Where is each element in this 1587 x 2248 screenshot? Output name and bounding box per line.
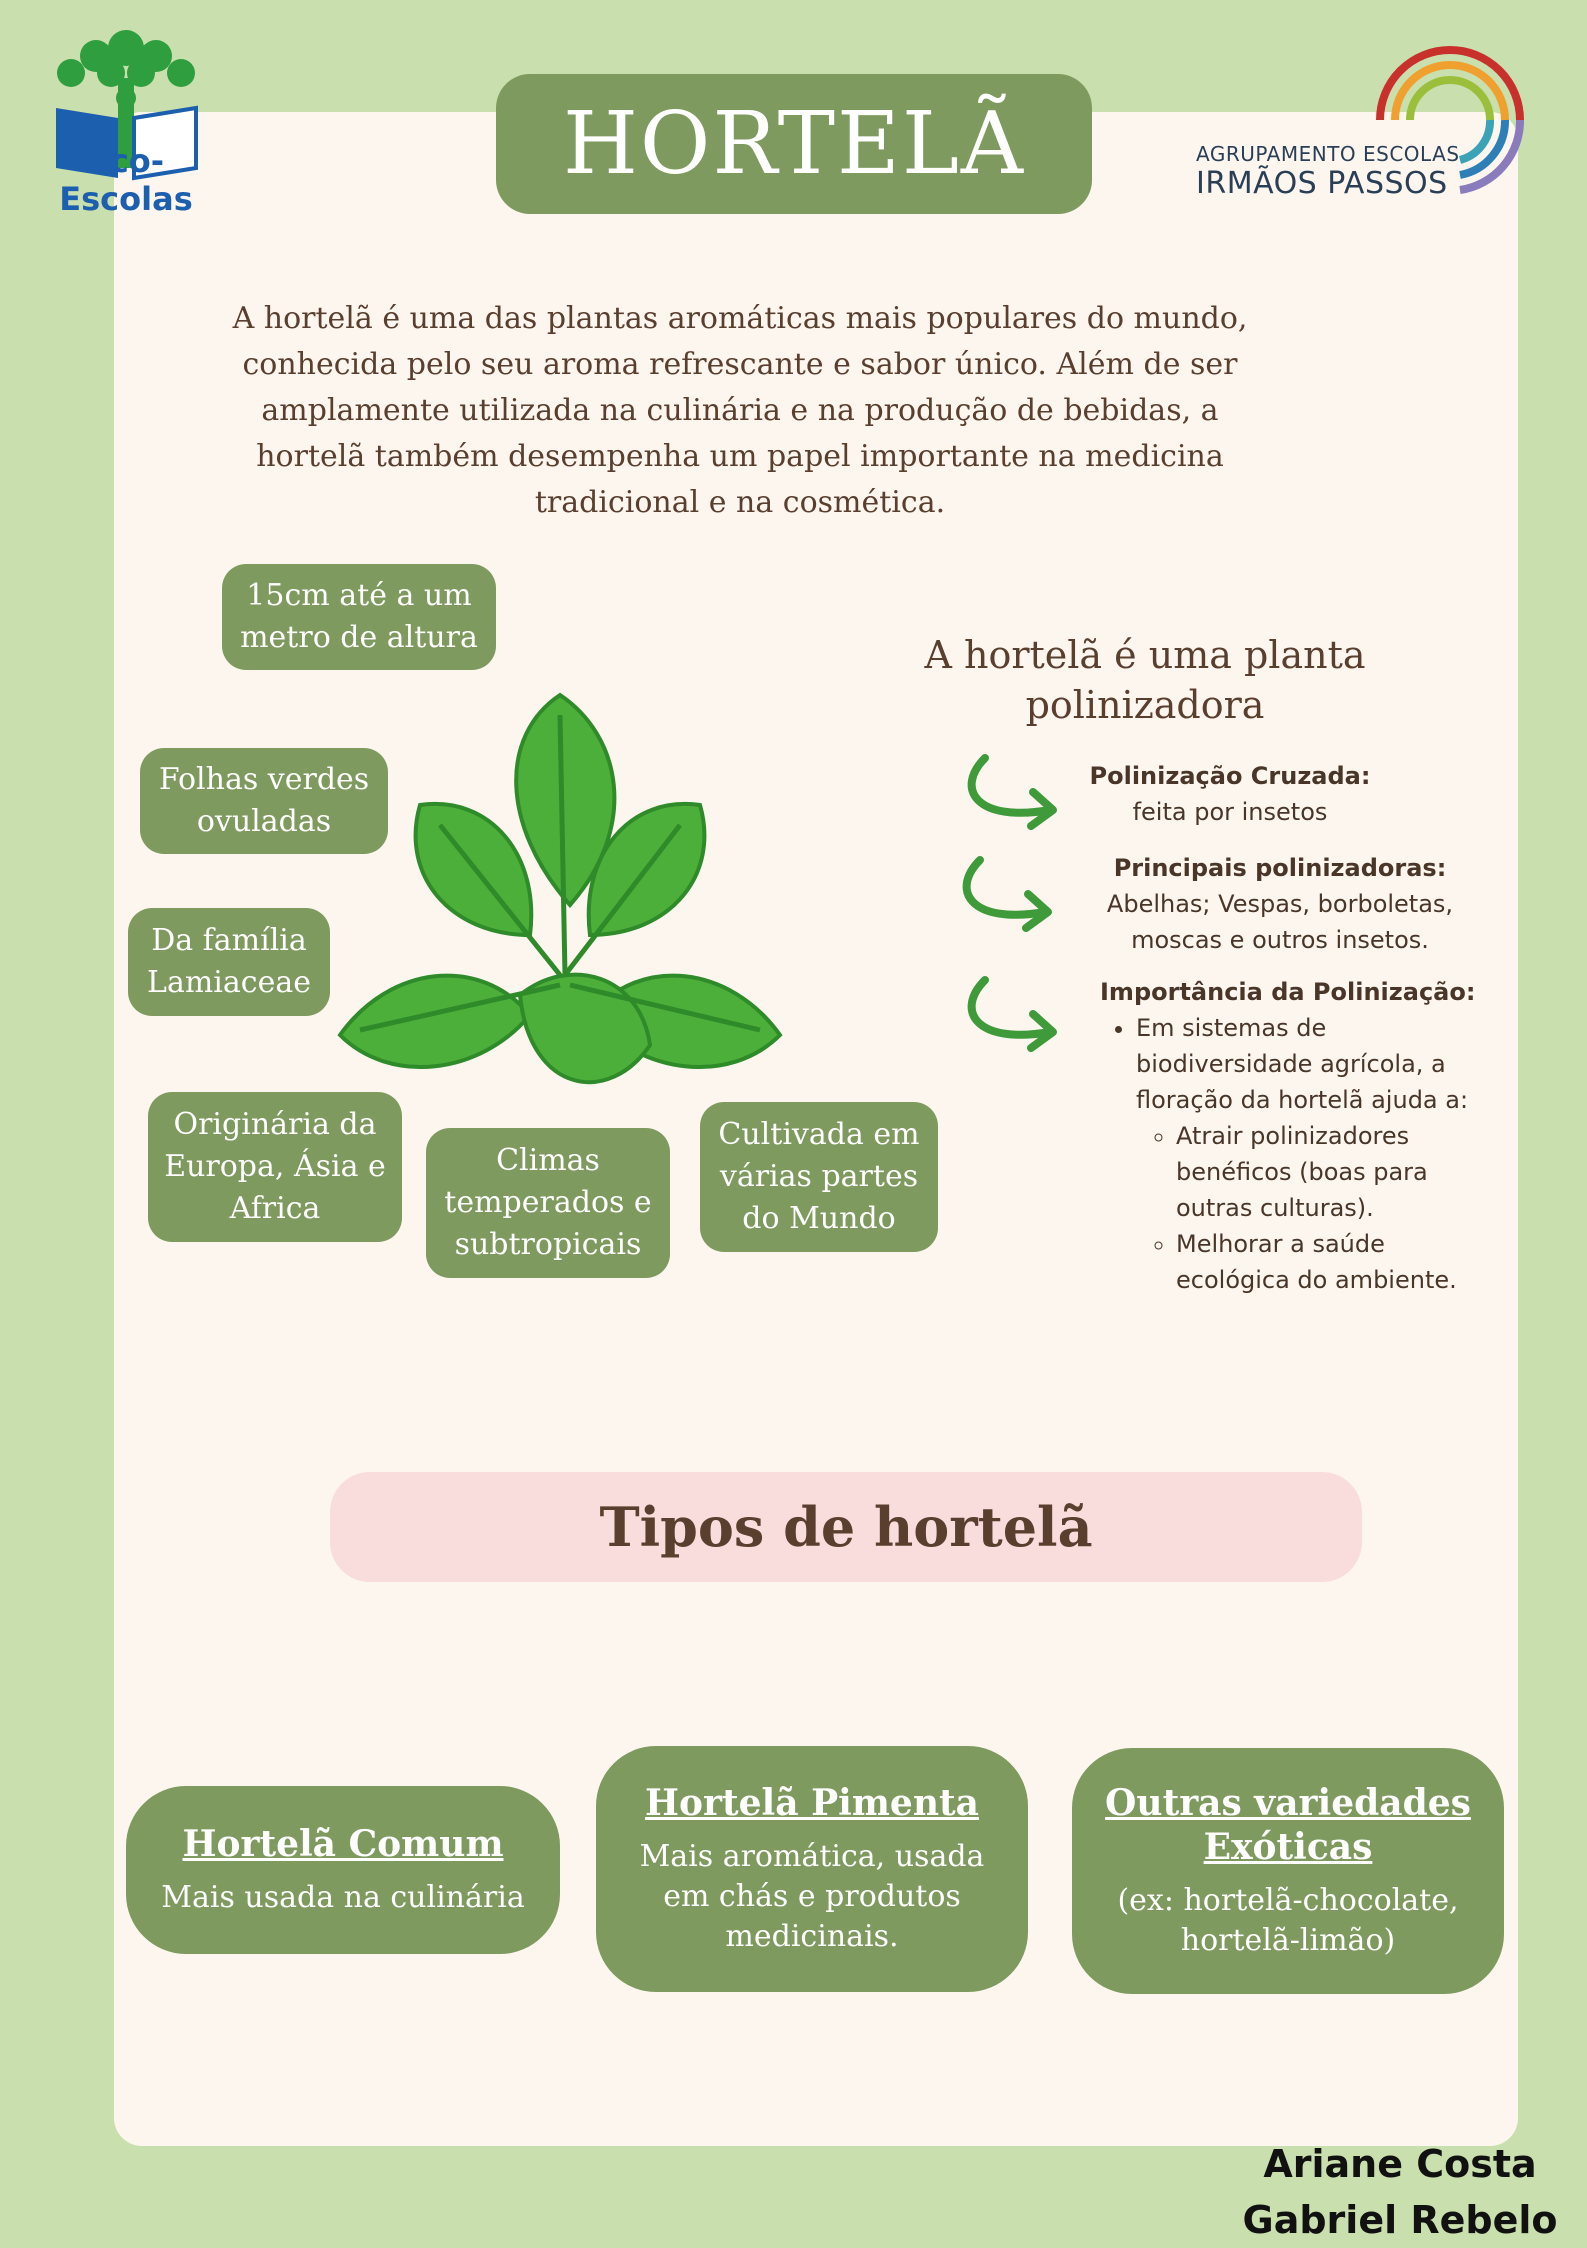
pollination-importance <box>1100 974 1500 1298</box>
fact-family: Da família Lamiaceae <box>128 908 330 1016</box>
type-title: Hortelã Comum <box>182 1823 504 1865</box>
pollination-main <box>1090 850 1470 958</box>
arrow-icon <box>955 748 1065 848</box>
cross-label: Polinização Cruzada: <box>1089 762 1371 790</box>
type-desc: Mais usada na culinária <box>161 1880 525 1915</box>
eco-escolas-logo <box>26 18 226 218</box>
list-item: ◦ Atrair polinizadores benéficos (boas para outras culturas). <box>1176 1118 1500 1226</box>
main-label: Principais polinizadoras: <box>1113 854 1447 882</box>
type-card-pimenta <box>596 1746 1028 1992</box>
type-title: Outras variedades Exóticas <box>1105 1782 1471 1868</box>
type-desc: Mais aromática, usada em chás e produtos medicinais. <box>639 1839 985 1954</box>
fact-climate: Climas temperados e subtropicais <box>426 1128 670 1278</box>
pollination-title: A hortelã é uma planta polinizadora <box>924 633 1366 727</box>
eco-escolas-name: Eco-Escolas <box>59 142 193 218</box>
list-item: ◦ Melhorar a saúde ecológica do ambiente. <box>1176 1226 1500 1298</box>
type-card-comum <box>126 1786 560 1954</box>
types-heading: Tipos de hortelã <box>599 1495 1093 1559</box>
types-heading-box <box>330 1472 1362 1582</box>
agrupamento-line2: IRMÃOS PASSOS <box>1196 166 1448 201</box>
page-title-box <box>496 74 1092 214</box>
author-name: Gabriel Rebelo <box>1242 2198 1558 2242</box>
arrow-icon <box>950 850 1060 950</box>
fact-origin: Originária da Europa, Ásia e Africa <box>148 1092 402 1242</box>
intro-paragraph: A hortelã é uma das plantas aromáticas mais populares do mundo, conhecida pelo seu aroma refrescante e sabor único. Além de ser amplamente utilizada na culinária e na produção de bebidas, a hortelã também desempenha um papel importante na medicina tradicional e na cosmética. <box>232 301 1248 520</box>
agrupamento-logo <box>1190 30 1550 210</box>
fact-cultivation: Cultivada em várias partes do Mundo <box>700 1102 938 1252</box>
type-title: Hortelã Pimenta <box>645 1782 979 1824</box>
fact-height: 15cm até a um metro de altura <box>222 564 496 670</box>
importance-label: Importância da Polinização: <box>1100 978 1476 1006</box>
authors <box>1220 2136 1580 2248</box>
arrow-icon <box>955 970 1065 1070</box>
agrupamento-line1: AGRUPAMENTO ESCOLAS <box>1196 142 1460 166</box>
fact-leaves: Folhas verdes ovuladas <box>140 748 388 854</box>
importance-list <box>1100 1010 1500 1298</box>
author-name: Ariane Costa <box>1263 2142 1537 2186</box>
importance-sublist <box>1136 1118 1500 1298</box>
cross-text: feita por insetos <box>1132 798 1328 826</box>
list-item <box>1136 1010 1500 1298</box>
type-desc: (ex: hortelã-chocolate, hortelã-limão) <box>1117 1883 1459 1958</box>
main-text: Abelhas; Vespas, borboletas, moscas e outros insetos. <box>1106 890 1454 954</box>
page-title: HORTELÃ <box>562 94 1026 194</box>
importance-item-text: Em sistemas de biodiversidade agrícola, a floração da hortelã ajuda a: <box>1136 1014 1469 1114</box>
mint-leaves-icon <box>330 675 790 1115</box>
type-card-exoticas <box>1072 1748 1504 1994</box>
pollination-cross <box>1080 758 1380 830</box>
